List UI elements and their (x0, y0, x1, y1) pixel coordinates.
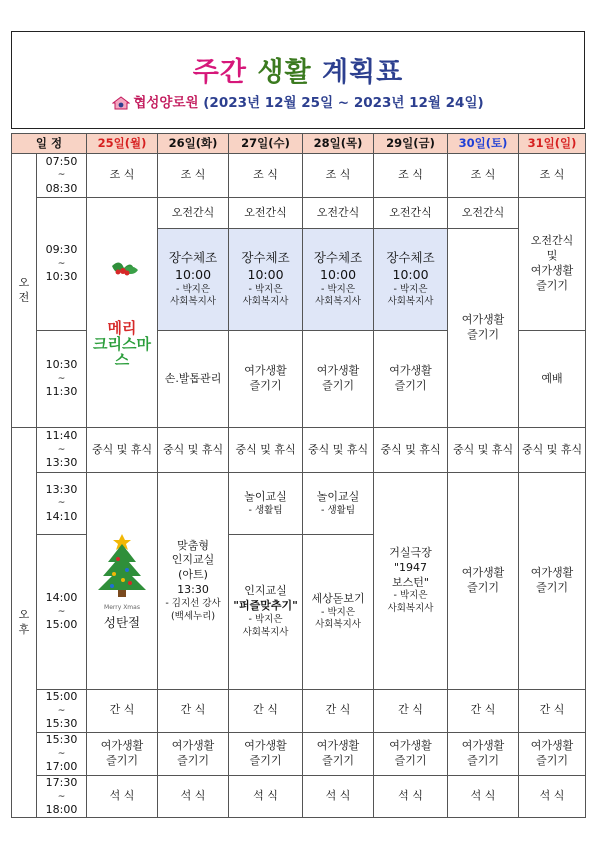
date-range: (2023년 12월 25일 ~ 2023년 12월 24일) (203, 95, 484, 111)
title-word-3: 계획표 (321, 57, 404, 88)
cell-breakfast: 조 식 (87, 154, 158, 198)
period-pm (12, 428, 37, 818)
xmas-greeting: 메리 크리스마스 (93, 319, 151, 369)
cell-leisure: 여가생활 즐기기 (229, 331, 303, 428)
cell-leisure: 여가생활 즐기기 (448, 732, 519, 775)
day-header-mon: 25일(월) (87, 134, 158, 154)
title-word-2: 생활 (257, 57, 312, 88)
cell-dinner: 석 식 (303, 775, 374, 818)
period-pm-label: 오 후 (18, 607, 30, 636)
cell-fri-theater: 거실극장 "1947 보스턴" - 박지은 사회복지사 (374, 473, 448, 690)
cell-wed-cognitive: 인지교실 "퍼즐맞추기" - 박지은 사회복지사 (229, 535, 303, 690)
table-row (12, 732, 586, 775)
time-cell: 15:30 ~ 17:00 (37, 732, 87, 775)
mon-pm-label: 성탄절 (103, 614, 141, 630)
cell-sat-leisure: 여가생활 즐기기 (448, 229, 519, 428)
cell-dinner: 석 식 (374, 775, 448, 818)
cell-leisure: 여가생활 즐기기 (229, 732, 303, 775)
day-header-sat: 30일(토) (448, 134, 519, 154)
cell-snack: 간 식 (448, 690, 519, 733)
time-cell: 17:30 ~ 18:00 (37, 775, 87, 818)
cell-exercise: 장수체조 10:00 - 박지은 사회복지사 (158, 229, 229, 331)
schedule-label-header: 일 정 (12, 134, 87, 154)
table-row (12, 198, 586, 229)
cell-breakfast: 조 식 (303, 154, 374, 198)
cell-dinner: 석 식 (519, 775, 586, 818)
cell-sun-worship: 예배 (519, 331, 586, 428)
cell-leisure: 여가생활 즐기기 (303, 331, 374, 428)
cell-leisure: 여가생활 즐기기 (374, 331, 448, 428)
page-title (12, 50, 584, 89)
cell-dinner: 석 식 (87, 775, 158, 818)
time-cell: 11:40 ~ 13:30 (37, 428, 87, 473)
table-row (12, 154, 586, 198)
cell-lunch: 중식 및 휴식 (519, 428, 586, 473)
cell-snack: 간 식 (158, 690, 229, 733)
cell-dinner: 석 식 (158, 775, 229, 818)
cell-morning-snack: 오전간식 (158, 198, 229, 229)
cell-breakfast: 조 식 (374, 154, 448, 198)
period-am (12, 154, 37, 428)
cell-lunch: 중식 및 휴식 (448, 428, 519, 473)
time-cell: 14:00 ~ 15:00 (37, 535, 87, 690)
page-subtitle (12, 91, 584, 111)
cell-dinner: 석 식 (229, 775, 303, 818)
cell-morning-snack: 오전간식 (303, 198, 374, 229)
title-word-1: 주간 (192, 57, 247, 88)
cell-lunch: 중식 및 휴식 (158, 428, 229, 473)
cell-morning-snack: 오전간식 (229, 198, 303, 229)
time-cell: 07:50 ~ 08:30 (37, 154, 87, 198)
title-frame (11, 31, 585, 129)
cell-mon-xmas-image (87, 198, 158, 428)
time-cell: 10:30 ~ 11:30 (37, 331, 87, 428)
cell-snack: 간 식 (519, 690, 586, 733)
cell-tue-cognitive: 맞춤형 인지교실 (아트) 13:30 - 김지선 강사 (백세누리) (158, 473, 229, 690)
cell-lunch: 중식 및 휴식 (303, 428, 374, 473)
cell-leisure: 여가생활 즐기기 (519, 732, 586, 775)
cell-play-class: 놀이교실 - 생활팀 (303, 473, 374, 535)
cell-snack: 간 식 (374, 690, 448, 733)
day-header-sun: 31일(일) (519, 134, 586, 154)
cell-thu-world: 세상돋보기 - 박지은 사회복지사 (303, 535, 374, 690)
day-header-tue: 26일(화) (158, 134, 229, 154)
cell-breakfast: 조 식 (229, 154, 303, 198)
cell-breakfast: 조 식 (158, 154, 229, 198)
day-header-fri: 29일(금) (374, 134, 448, 154)
cell-breakfast: 조 식 (448, 154, 519, 198)
cell-morning-snack: 오전간식 (448, 198, 519, 229)
cell-lunch: 중식 및 휴식 (229, 428, 303, 473)
table-row (12, 775, 586, 818)
org-name: 협성양로원 (133, 95, 199, 111)
cell-sun-leisure-pm: 여가생활 즐기기 (519, 473, 586, 690)
weekly-schedule-table (11, 133, 586, 818)
cell-leisure: 여가생활 즐기기 (303, 732, 374, 775)
christmas-tree-icon (92, 530, 152, 600)
table-row (12, 690, 586, 733)
cell-sun-morning: 오전간식 및 여가생활 즐기기 (519, 198, 586, 331)
cell-snack: 간 식 (303, 690, 374, 733)
cell-mon-christmas (87, 473, 158, 690)
time-cell: 15:00 ~ 15:30 (37, 690, 87, 733)
cell-sat-leisure-pm: 여가생활 즐기기 (448, 473, 519, 690)
day-header-thu: 28일(목) (303, 134, 374, 154)
org-logo-icon (112, 96, 130, 110)
cell-lunch: 중식 및 휴식 (87, 428, 158, 473)
time-cell: 09:30 ~ 10:30 (37, 198, 87, 331)
cell-leisure: 여가생활 즐기기 (87, 732, 158, 775)
tree-caption: Merry Xmas (104, 603, 140, 611)
cell-exercise: 장수체조 10:00 - 박지은 사회복지사 (229, 229, 303, 331)
cell-morning-snack: 오전간식 (374, 198, 448, 229)
period-am-label: 오 전 (18, 275, 30, 304)
table-row (12, 428, 586, 473)
cell-tue-footcare: 손.발톱관리 (158, 331, 229, 428)
cell-leisure: 여가생활 즐기기 (158, 732, 229, 775)
holly-icon (90, 256, 154, 316)
cell-dinner: 석 식 (448, 775, 519, 818)
cell-leisure: 여가생활 즐기기 (374, 732, 448, 775)
day-header-wed: 27일(수) (229, 134, 303, 154)
cell-breakfast: 조 식 (519, 154, 586, 198)
time-cell: 13:30 ~ 14:10 (37, 473, 87, 535)
header-row (12, 134, 586, 154)
cell-lunch: 중식 및 휴식 (374, 428, 448, 473)
cell-snack: 간 식 (229, 690, 303, 733)
cell-exercise: 장수체조 10:00 - 박지은 사회복지사 (303, 229, 374, 331)
cell-snack: 간 식 (87, 690, 158, 733)
table-row (12, 473, 586, 535)
cell-play-class: 놀이교실 - 생활팀 (229, 473, 303, 535)
cell-exercise: 장수체조 10:00 - 박지은 사회복지사 (374, 229, 448, 331)
